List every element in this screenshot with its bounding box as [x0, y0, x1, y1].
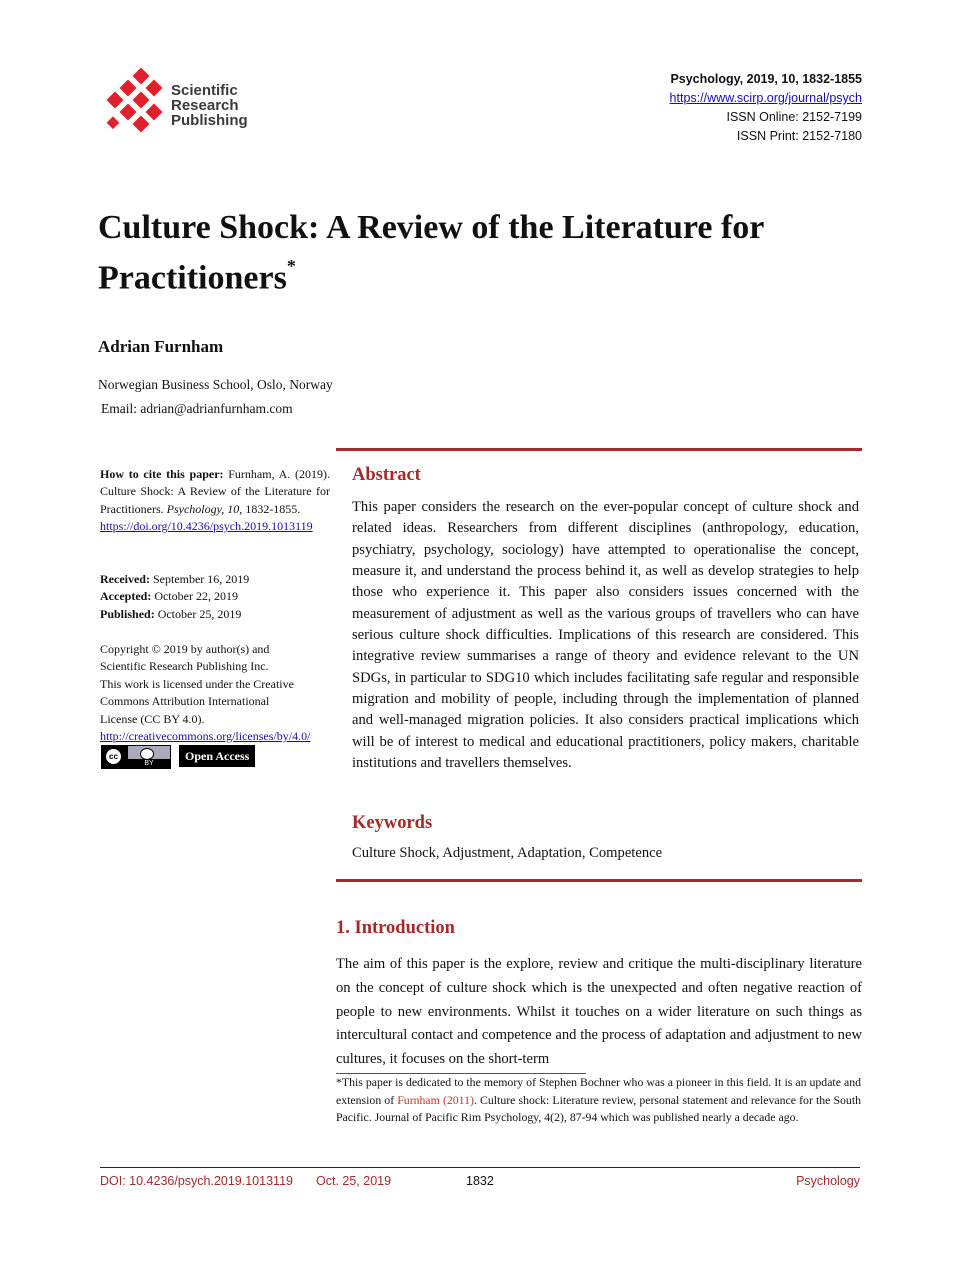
issn-print: ISSN Print: 2152-7180 — [736, 129, 862, 143]
footer-rule — [100, 1167, 860, 1168]
doi-link[interactable]: https://doi.org/10.4236/psych.2019.1013119 — [100, 519, 313, 534]
affiliation: Norwegian Business School, Oslo, Norway — [98, 377, 333, 392]
footnote-reference-link[interactable]: Furnham (2011) — [397, 1092, 474, 1107]
keywords-text: Culture Shock, Adjustment, Adaptation, Competence — [352, 845, 663, 861]
footer-journal: Psychology — [796, 1174, 860, 1188]
paper-title: Culture Shock: A Review of the Literature for Practitioners* — [98, 209, 765, 297]
footnote: *This paper is dedicated to the memory of Stephen Bochner who was a pioneer in this field. It is an update and extension of Furnham (2011). Culture shock: Literature review, personal statement and relevance for the South Pacific. Journal of Pacific Rim Psychology, 4(2), 87-94 which was published nearly a decade ago. — [336, 1075, 862, 1125]
article-dates: Received: September 16, 2019 Accepted: October 22, 2019 Published: October 25, 2019 — [100, 572, 250, 621]
open-access-badge: Open Access — [179, 745, 255, 767]
introduction-text: The aim of this paper is the explore, review and critique the multi-disciplinary literature on the concept of culture shock which is the unexpected and often negative reaction of people to new environments. Whilst it touches on a wider literature on such things as intercultural contact and competence and the process of adaptation and adjustment to new cultures, it focuses on the short-term — [336, 956, 862, 1068]
abstract-text: This paper considers the research on the ever-popular concept of culture shock and related ideas. Researchers from different disciplines (anthropology, education, psychiatry, psychology, sociology) have attempted to operationalise the concept, measure it, and understand the process behind it, as well as develop strategies to help those who experience it. This paper also considers issues concerned with the measurement of adjustment as well as the various groups of travellers who can have serious culture shock difficulties. Implications of this research are considered. This integrative review summarises a range of theory and evidence relevant to the UN SDGs, in particular to SDG10 which includes facilitating safe regular and responsible migration and mobility of people, including through the implementation of planned and well-managed migration policies. It also considers practical implications which will be of interest to medical and educational practitioners, policy makers, charitable institutions and travellers themselves. — [352, 499, 859, 772]
author-email: Email: adrian@adrianfurnham.com — [101, 401, 293, 416]
abstract-heading: Abstract — [352, 465, 421, 485]
journal-url-link[interactable]: https://www.scirp.org/journal/psych — [669, 91, 862, 105]
how-to-cite: How to cite this paper: Furnham, A. (2019). Culture Shock: A Review of the Literature for Practitioners. Psychology, 10, 1832-1855. https://doi.org/10.4236/psych.2019.1013119 — [100, 467, 330, 534]
keywords-heading: Keywords — [352, 813, 433, 833]
abstract-top-rule — [336, 448, 862, 451]
cc-icon: cc — [105, 748, 122, 765]
cc-by-badge[interactable]: cc BY — [101, 745, 171, 769]
issn-online: ISSN Online: 2152-7199 — [726, 110, 862, 124]
introduction-heading: 1. Introduction — [336, 918, 455, 938]
publisher-name: Scientific Research Publishing — [171, 82, 248, 129]
footer-doi: DOI: 10.4236/psych.2019.1013119 — [100, 1174, 293, 1188]
journal-header — [670, 70, 862, 146]
author-name: Adrian Furnham — [98, 337, 224, 356]
footer-date: Oct. 25, 2019 — [316, 1174, 392, 1188]
journal-citation: Psychology, 2019, 10, 1832-1855 — [670, 72, 862, 86]
page-number: 1832 — [466, 1174, 494, 1188]
copyright-notice: Copyright © 2019 by author(s) and Scientific Research Publishing Inc. This work is licensed under the Creative Commons Attribution International License (CC BY 4.0). http://creativecommons.org/licenses/by/4.0/ — [100, 642, 311, 744]
license-link[interactable]: http://creativecommons.org/licenses/by/4.0/ — [100, 729, 311, 744]
license-badges — [101, 745, 255, 769]
abstract-bottom-rule — [336, 879, 862, 882]
